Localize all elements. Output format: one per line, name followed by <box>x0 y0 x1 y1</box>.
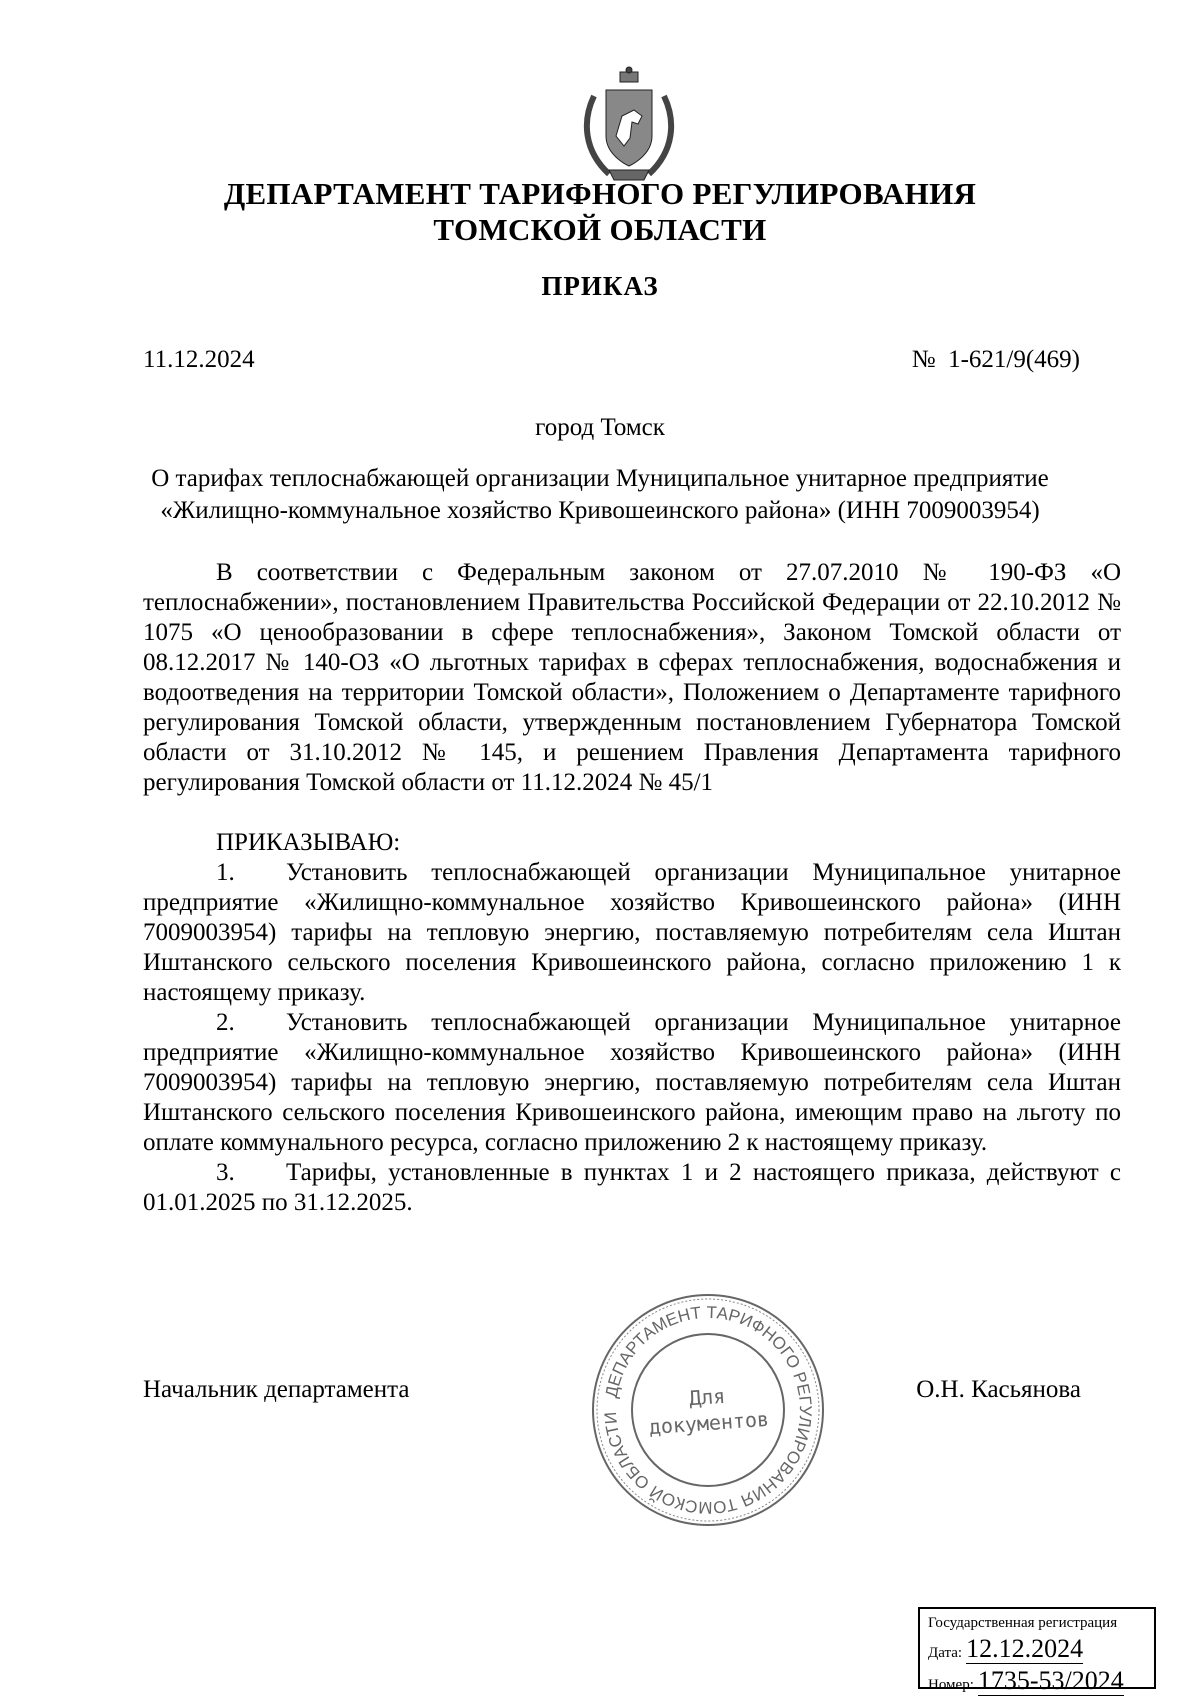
registration-number-row <box>928 1666 1146 1696</box>
registration-date-row <box>928 1634 1146 1664</box>
order-item-number: 1. <box>216 859 235 886</box>
order-item-text: Установить теплоснабжающей организации Муниципальное унитарное предприятие «Жилищно-коммунальное хозяйство Кривошеинского района» (ИНН 7009003954) тарифы на тепловую энергию, поставляемую потребителям села Иштан Иштанского сельского поселения Кривошеинского района, имеющим право на льготу по оплате коммунального ресурса, согласно приложению 2 к настоящему приказу. <box>143 1009 1121 1156</box>
order-item <box>143 1158 1121 1218</box>
order-item-text: Установить теплоснабжающей организации Муниципальное унитарное предприятие «Жилищно-коммунальное хозяйство Кривошеинского района» (ИНН 7009003954) тарифы на тепловую энергию, поставляемую потребителям села Иштан Иштанского сельского поселения Кривошеинского района, согласно приложению 1 к настоящему приказу. <box>143 859 1121 1006</box>
document-city: город Томск <box>535 414 665 441</box>
registration-box <box>918 1607 1156 1695</box>
subject-line2: «Жилищно-коммунальное хозяйство Кривошеинского района» (ИНН 7009003954) <box>160 497 1040 524</box>
registration-title: Государственная регистрация <box>928 1615 1118 1631</box>
registration-number-label: Номер: <box>928 1677 974 1693</box>
preamble: В соответствии с Федеральным законом от 27.07.2010 № 190-ФЗ «О теплоснабжении», постановлением Правительства Российской Федерации от 22.10.2012 № 1075 «О ценообразовании в сфере теплоснабжения», Законом Томской области от 08.12.2017 № 140-ОЗ «О льготных тарифах в сферах теплоснабжения, водоснабжения и водоотведения на территории Томской области», Положением о Департаменте тарифного регулирования Томской области, утвержденным постановлением Губернатора Томской области от 31.10.2012 № 145, и решением Правления Департамента тарифного регулирования Томской области от 11.12.2024 № 45/1 <box>143 559 1121 796</box>
order-item <box>143 858 1121 1008</box>
stamp-center-line2: документов <box>648 1406 770 1440</box>
order-item-number: 3. <box>216 1159 235 1186</box>
registration-date-value: 12.12.2024 <box>966 1634 1084 1663</box>
department-title-line1: ДЕПАРТАМЕНТ ТАРИФНОГО РЕГУЛИРОВАНИЯ <box>223 176 977 211</box>
subject-line1: О тарифах теплоснабжающей организации Муниципальное унитарное предприятие <box>151 465 1049 492</box>
document-subject <box>120 463 1080 527</box>
registration-date-label: Дата: <box>928 1645 963 1661</box>
order-item-text: Тарифы, установленные в пунктах 1 и 2 настоящего приказа, действуют с 01.01.2025 по 31.12.2025. <box>143 1159 1121 1216</box>
stamp-ring-text: ДЕПАРТАМЕНТ ТАРИФНОГО РЕГУЛИРОВАНИЯ ТОМСКОЙ ОБЛАСТИ <box>600 1302 816 1518</box>
document-number: № 1-621/9(469) <box>911 346 1080 373</box>
department-title-line2: ТОМСКОЙ ОБЛАСТИ <box>433 212 767 247</box>
stamp-center-line1: Для <box>688 1383 726 1411</box>
coat-of-arms-emblem <box>574 66 684 186</box>
order-word: ПРИКАЗЫВАЮ: <box>216 829 401 856</box>
signatory-position: Начальник департамента <box>143 1376 410 1403</box>
order-item <box>143 1008 1121 1158</box>
official-stamp <box>590 1292 826 1528</box>
order-item-number: 2. <box>216 1009 235 1036</box>
document-date: 11.12.2024 <box>143 346 255 373</box>
document-type: ПРИКАЗ <box>541 271 659 301</box>
signatory-name: О.Н. Касьянова <box>916 1376 1081 1403</box>
registration-number-value: 1735-53/2024 <box>977 1666 1124 1695</box>
document-body <box>143 558 1121 1218</box>
